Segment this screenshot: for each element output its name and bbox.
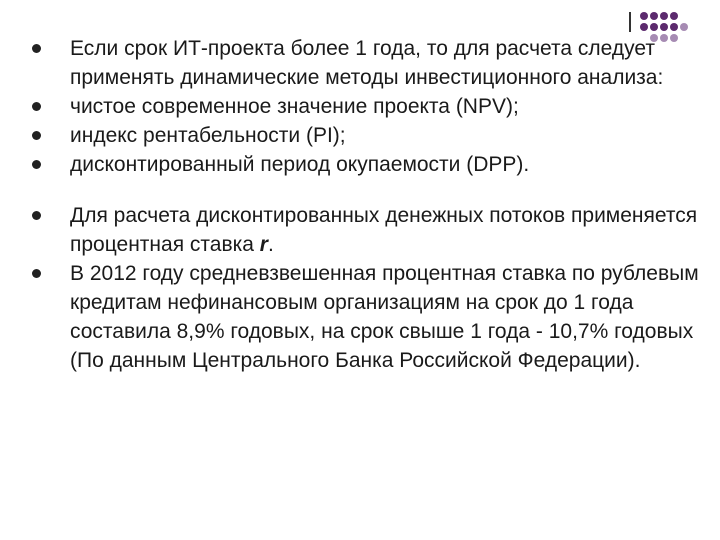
spacer [28,179,700,201]
dot-icon [670,23,678,31]
bullet-text [70,201,700,259]
corner-divider [629,12,631,32]
dot-icon [670,12,678,20]
bullet-text: чистое современное значение проекта (NPV); [70,95,519,118]
bullet-icon [32,211,41,220]
bullet-item [28,34,700,92]
dot-icon [640,23,648,31]
bullet-icon [32,269,41,278]
bullet-icon [32,160,41,169]
bullet-item [28,92,700,121]
bullet-text: дисконтированный период окупаемости (DPP). [70,153,530,176]
dot-icon [650,12,658,20]
dot-icon [640,12,648,20]
dot-icon [660,12,668,20]
bullet-text-before: Для расчета дисконтированных денежных потоков применяется процентная ставка [70,204,698,256]
bullet-item [28,259,700,375]
rate-variable: r [259,233,268,256]
bullet-item [28,150,700,179]
dot-grid-logo-icon [640,10,712,36]
bullet-text: индекс рентабельности (PI); [70,124,346,147]
bullet-text: Если срок ИТ-проекта более 1 года, то для расчета следует применять динамические методы инвестиционного анализа: [70,37,664,89]
bullet-text-after: . [267,233,274,256]
bullet-icon [32,44,41,53]
dot-icon [650,23,658,31]
bullet-item [28,201,700,259]
bullet-list [28,34,700,375]
bullet-item [28,121,700,150]
bullet-icon [32,102,41,111]
dot-icon [680,23,688,31]
bullet-text: В 2012 году средневзвешенная процентная ставка по рублевым кредитам нефинансовым организациям на срок до 1 года составила 8,9% годовых, на срок свыше 1 года - 10,7% годовых (По данным Центрального Банка Российской Федерации). [70,262,699,372]
bullet-icon [32,131,41,140]
dot-icon [660,23,668,31]
